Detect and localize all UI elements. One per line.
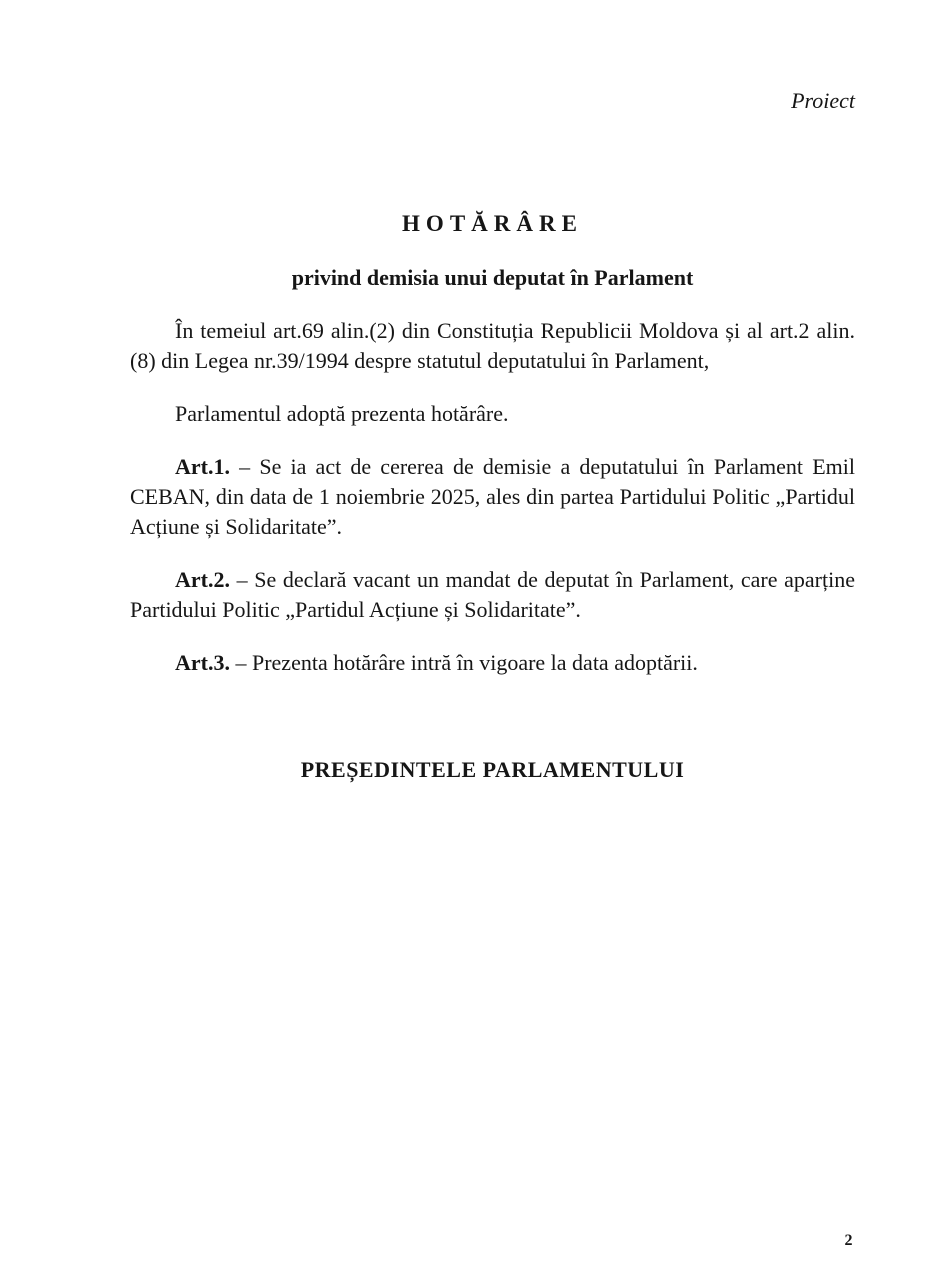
document-subtitle: privind demisia unui deputat în Parlament: [291, 265, 694, 290]
enactment-paragraph: Parlamentul adoptă prezenta hotărâre.: [175, 401, 509, 426]
article-1-paragraph: [130, 452, 855, 542]
article-3-text: – Prezenta hotărâre intră în vigoare la data adoptării.: [235, 650, 698, 675]
signature-title: PREȘEDINTELE PARLAMENTULUI: [300, 757, 685, 782]
document-title: HOTĂRÂRE: [402, 211, 583, 236]
article-2-paragraph: [130, 565, 855, 625]
article-1-text: – Se ia act de cererea de demisie a deputatului în Parlament Emil CEBAN, din data de 1 noiembrie 2025, ales din partea Partidului Politic „Partidul Acțiune și Solidaritate”.: [130, 454, 855, 539]
article-1-label: Art.1.: [175, 454, 230, 479]
preamble-paragraph: În temeiul art.69 alin.(2) din Constituția Republicii Moldova și al art.2 alin.(8) din Legea nr.39/1994 despre statutul deputatului în Parlament,: [130, 318, 855, 373]
article-2-label: Art.2.: [175, 567, 230, 592]
article-2-text: – Se declară vacant un mandat de deputat în Parlament, care aparține Partidului Politic „Partidul Acțiune și Solidaritate”.: [130, 567, 856, 622]
draft-label: Proiect: [791, 88, 855, 113]
article-3-label: Art.3.: [175, 650, 230, 675]
article-3-paragraph: [130, 648, 855, 678]
page-number: 2: [844, 1232, 853, 1249]
